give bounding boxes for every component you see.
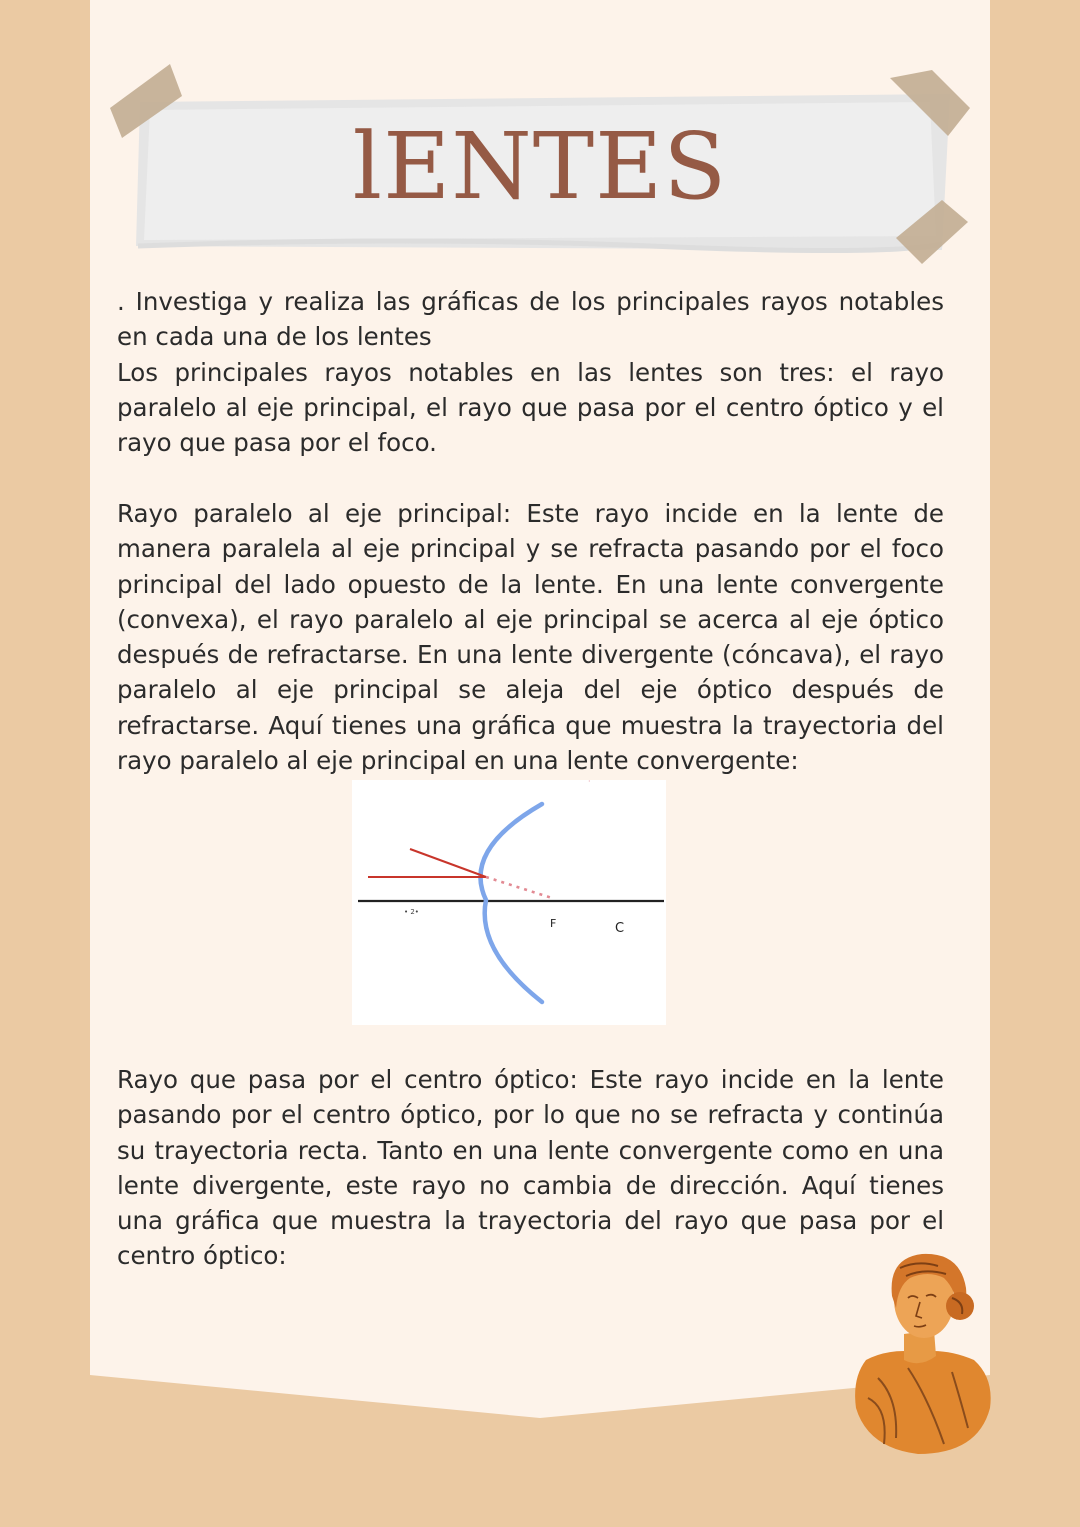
page-title: lENTES xyxy=(352,113,728,220)
intro-section xyxy=(117,284,944,460)
diagram-background xyxy=(352,780,666,1025)
intro-question: . Investiga y realiza las gráficas de los principales rayos notables en cada una de los lentes xyxy=(117,287,944,352)
center-label: C xyxy=(615,921,625,936)
svg-text:·: · xyxy=(588,780,591,786)
center-ray-text: Rayo que pasa por el centro óptico: Este rayo incide en la lente pasando por el centro óptico, por lo que no se refracta y continúa su trayectoria recta. Tanto en una lente convergente como en una lente divergente, este rayo no cambia de dirección. Aquí tienes una gráfica que muestra la trayectoria del rayo que pasa por el centro óptico: xyxy=(117,1065,944,1271)
focus-label: F xyxy=(550,917,557,930)
center-ray-section xyxy=(117,1062,944,1274)
left-focus-label: • 2• xyxy=(404,908,419,916)
lens-diagram xyxy=(352,780,666,1025)
parallel-ray-section xyxy=(117,496,944,778)
parallel-ray-text: Rayo paralelo al eje principal: Este rayo incide en la lente de manera paralela al eje principal y se refracta pasando por el foco principal del lado opuesto de la lente. En una lente convergente (convexa), el rayo paralelo al eje principal se acerca al eje óptico después de refractarse. En una lente divergente (cóncava), el rayo paralelo al eje principal se aleja del eje óptico después de refractarse. Aquí tienes una gráfica que muestra la trayectoria del rayo paralelo al eje principal en una lente convergente: xyxy=(117,499,944,776)
bust-illustration xyxy=(848,1248,994,1458)
intro-answer: Los principales rayos notables en las lentes son tres: el rayo paralelo al eje principal, el rayo que pasa por el centro óptico y el rayo que pasa por el foco. xyxy=(117,357,944,458)
